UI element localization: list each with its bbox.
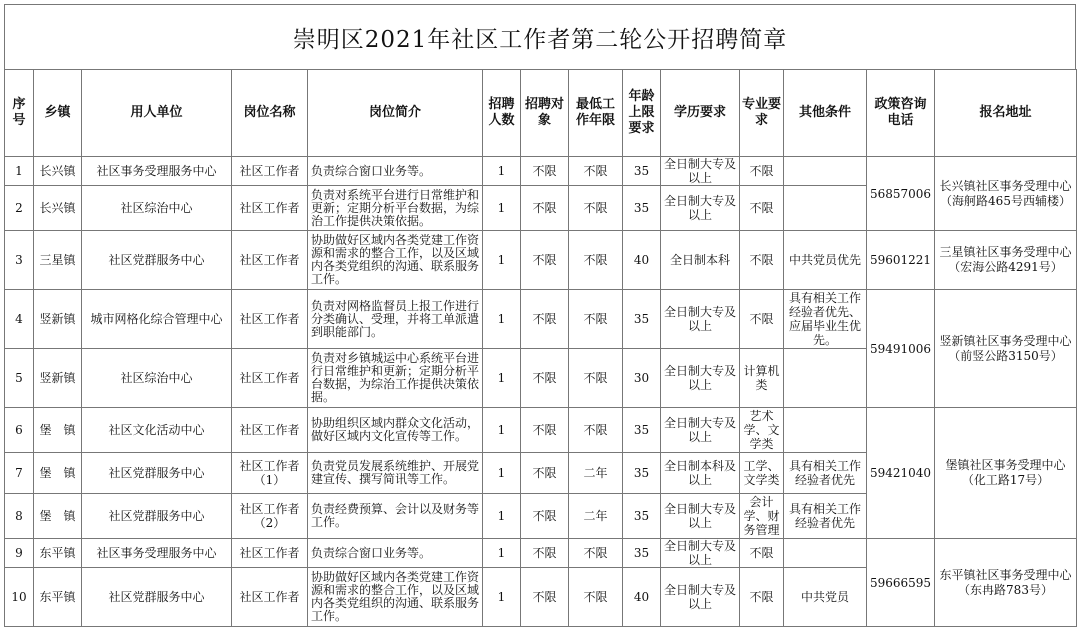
cell-years: 不限 <box>569 157 623 186</box>
header-phone: 政策咨询电话 <box>867 70 935 157</box>
cell-edu: 全日制大专及以上 <box>661 186 740 231</box>
cell-count: 1 <box>483 157 521 186</box>
cell-seq: 4 <box>5 290 34 349</box>
cell-count: 1 <box>483 494 521 539</box>
cell-count: 1 <box>483 408 521 453</box>
cell-edu: 全日制大专及以上 <box>661 568 740 627</box>
cell-town: 长兴镇 <box>34 157 82 186</box>
cell-years: 不限 <box>569 408 623 453</box>
cell-post: 社区工作者 <box>232 157 308 186</box>
cell-target: 不限 <box>521 231 569 290</box>
cell-edu: 全日制大专及以上 <box>661 539 740 568</box>
header-edu: 学历要求 <box>661 70 740 157</box>
cell-count: 1 <box>483 453 521 494</box>
cell-post: 社区工作者（2） <box>232 494 308 539</box>
cell-post: 社区工作者 <box>232 568 308 627</box>
cell-edu: 全日制大专及以上 <box>661 494 740 539</box>
cell-intro: 协助组织区域内群众文化活动，做好区域内文化宣传等工作。 <box>308 408 483 453</box>
header-other: 其他条件 <box>784 70 867 157</box>
cell-phone: 56857006 <box>867 157 935 231</box>
cell-age: 35 <box>623 453 661 494</box>
cell-years: 不限 <box>569 186 623 231</box>
cell-unit: 社区综治中心 <box>82 186 232 231</box>
cell-seq: 8 <box>5 494 34 539</box>
cell-target: 不限 <box>521 408 569 453</box>
cell-phone: 59421040 <box>867 408 935 539</box>
cell-edu: 全日制大专及以上 <box>661 157 740 186</box>
cell-age: 40 <box>623 231 661 290</box>
cell-unit: 社区党群服务中心 <box>82 231 232 290</box>
cell-major: 不限 <box>740 186 784 231</box>
cell-town: 竖新镇 <box>34 349 82 408</box>
cell-intro: 负责对乡镇城运中心系统平台进行日常维护和更新；定期分析平台数据，为综治工作提供决策依据。 <box>308 349 483 408</box>
cell-unit: 社区事务受理服务中心 <box>82 539 232 568</box>
cell-count: 1 <box>483 568 521 627</box>
cell-intro: 负责党员发展系统维护、开展党建宣传、撰写简讯等工作。 <box>308 453 483 494</box>
table-row <box>5 157 1077 186</box>
cell-addr: 东平镇社区事务受理中心（东冉路783号） <box>935 539 1077 627</box>
cell-phone: 59491006 <box>867 290 935 408</box>
cell-major: 不限 <box>740 568 784 627</box>
cell-intro: 负责对网格监督员上报工作进行分类确认、受理，并将工单派遣到职能部门。 <box>308 290 483 349</box>
cell-intro: 负责经费预算、会计以及财务等工作。 <box>308 494 483 539</box>
cell-seq: 1 <box>5 157 34 186</box>
cell-other: 具有相关工作经验者优先 <box>784 494 867 539</box>
header-intro: 岗位简介 <box>308 70 483 157</box>
cell-count: 1 <box>483 539 521 568</box>
cell-years: 二年 <box>569 494 623 539</box>
cell-post: 社区工作者 <box>232 231 308 290</box>
cell-target: 不限 <box>521 349 569 408</box>
cell-unit: 社区综治中心 <box>82 349 232 408</box>
header-age: 年龄上限要求 <box>623 70 661 157</box>
cell-post: 社区工作者 <box>232 290 308 349</box>
cell-other: 中共党员 <box>784 568 867 627</box>
cell-years: 不限 <box>569 290 623 349</box>
cell-count: 1 <box>483 349 521 408</box>
cell-years: 不限 <box>569 231 623 290</box>
cell-phone: 59666595 <box>867 539 935 627</box>
cell-major: 不限 <box>740 290 784 349</box>
cell-years: 不限 <box>569 349 623 408</box>
cell-major: 不限 <box>740 231 784 290</box>
table-row <box>5 231 1077 290</box>
cell-age: 35 <box>623 186 661 231</box>
cell-post: 社区工作者 <box>232 539 308 568</box>
cell-age: 35 <box>623 539 661 568</box>
header-town: 乡镇 <box>34 70 82 157</box>
cell-intro: 协助做好区域内各类党建工作资源和需求的整合工作，以及区域内各类党组织的沟通、联系服务工作。 <box>308 568 483 627</box>
page-title: 崇明区2021年社区工作者第二轮公开招聘简章 <box>4 4 1076 69</box>
cell-major: 会计学、财务管理 <box>740 494 784 539</box>
cell-count: 1 <box>483 186 521 231</box>
cell-other: 具有相关工作经验者优先 <box>784 453 867 494</box>
cell-major: 不限 <box>740 539 784 568</box>
header-post: 岗位名称 <box>232 70 308 157</box>
cell-town: 堡 镇 <box>34 408 82 453</box>
cell-age: 35 <box>623 408 661 453</box>
cell-age: 35 <box>623 157 661 186</box>
cell-seq: 2 <box>5 186 34 231</box>
recruitment-sheet <box>4 4 1076 627</box>
cell-other <box>784 157 867 186</box>
cell-addr: 堡镇社区事务受理中心（化工路17号） <box>935 408 1077 539</box>
cell-major: 艺术学、文学类 <box>740 408 784 453</box>
cell-unit: 城市网格化综合管理中心 <box>82 290 232 349</box>
cell-years: 二年 <box>569 453 623 494</box>
cell-intro: 负责综合窗口业务等。 <box>308 157 483 186</box>
cell-target: 不限 <box>521 453 569 494</box>
cell-addr: 三星镇社区事务受理中心（宏海公路4291号） <box>935 231 1077 290</box>
cell-unit: 社区党群服务中心 <box>82 568 232 627</box>
cell-addr: 长兴镇社区事务受理中心（海舸路465号西辅楼） <box>935 157 1077 231</box>
cell-unit: 社区文化活动中心 <box>82 408 232 453</box>
cell-count: 1 <box>483 231 521 290</box>
cell-addr: 竖新镇社区事务受理中心（前竖公路3150号） <box>935 290 1077 408</box>
cell-major: 不限 <box>740 157 784 186</box>
cell-unit: 社区事务受理服务中心 <box>82 157 232 186</box>
cell-age: 35 <box>623 290 661 349</box>
cell-other <box>784 349 867 408</box>
cell-target: 不限 <box>521 157 569 186</box>
header-count: 招聘人数 <box>483 70 521 157</box>
cell-seq: 10 <box>5 568 34 627</box>
cell-age: 40 <box>623 568 661 627</box>
cell-town: 竖新镇 <box>34 290 82 349</box>
cell-intro: 负责对系统平台进行日常维护和更新；定期分析平台数据，为综治工作提供决策依据。 <box>308 186 483 231</box>
cell-count: 1 <box>483 290 521 349</box>
cell-other <box>784 186 867 231</box>
cell-age: 35 <box>623 494 661 539</box>
cell-other: 中共党员优先 <box>784 231 867 290</box>
cell-seq: 9 <box>5 539 34 568</box>
table-row <box>5 408 1077 453</box>
header-addr: 报名地址 <box>935 70 1077 157</box>
cell-target: 不限 <box>521 539 569 568</box>
cell-post: 社区工作者（1） <box>232 453 308 494</box>
cell-edu: 全日制大专及以上 <box>661 290 740 349</box>
cell-phone: 59601221 <box>867 231 935 290</box>
cell-seq: 6 <box>5 408 34 453</box>
header-unit: 用人单位 <box>82 70 232 157</box>
cell-other <box>784 408 867 453</box>
cell-unit: 社区党群服务中心 <box>82 453 232 494</box>
cell-town: 东平镇 <box>34 539 82 568</box>
cell-town: 长兴镇 <box>34 186 82 231</box>
cell-years: 不限 <box>569 539 623 568</box>
cell-major: 工学、文学类 <box>740 453 784 494</box>
cell-town: 堡 镇 <box>34 494 82 539</box>
recruitment-table <box>4 69 1077 627</box>
cell-post: 社区工作者 <box>232 186 308 231</box>
header-row <box>5 70 1077 157</box>
cell-town: 堡 镇 <box>34 453 82 494</box>
cell-seq: 3 <box>5 231 34 290</box>
cell-edu: 全日制大专及以上 <box>661 349 740 408</box>
cell-major: 计算机类 <box>740 349 784 408</box>
cell-post: 社区工作者 <box>232 349 308 408</box>
cell-seq: 5 <box>5 349 34 408</box>
cell-age: 30 <box>623 349 661 408</box>
cell-unit: 社区党群服务中心 <box>82 494 232 539</box>
cell-target: 不限 <box>521 186 569 231</box>
cell-edu: 全日制大专及以上 <box>661 408 740 453</box>
cell-other <box>784 539 867 568</box>
cell-target: 不限 <box>521 290 569 349</box>
cell-seq: 7 <box>5 453 34 494</box>
cell-years: 不限 <box>569 568 623 627</box>
cell-other: 具有相关工作经验者优先、应届毕业生优先。 <box>784 290 867 349</box>
header-seq: 序号 <box>5 70 34 157</box>
cell-intro: 协助做好区域内各类党建工作资源和需求的整合工作，以及区域内各类党组织的沟通、联系服务工作。 <box>308 231 483 290</box>
table-row <box>5 290 1077 349</box>
cell-intro: 负责综合窗口业务等。 <box>308 539 483 568</box>
cell-edu: 全日制本科 <box>661 231 740 290</box>
header-major: 专业要求 <box>740 70 784 157</box>
cell-target: 不限 <box>521 568 569 627</box>
cell-target: 不限 <box>521 494 569 539</box>
table-row <box>5 539 1077 568</box>
header-target: 招聘对象 <box>521 70 569 157</box>
header-years: 最低工作年限 <box>569 70 623 157</box>
cell-town: 三星镇 <box>34 231 82 290</box>
cell-edu: 全日制本科及以上 <box>661 453 740 494</box>
cell-post: 社区工作者 <box>232 408 308 453</box>
cell-town: 东平镇 <box>34 568 82 627</box>
